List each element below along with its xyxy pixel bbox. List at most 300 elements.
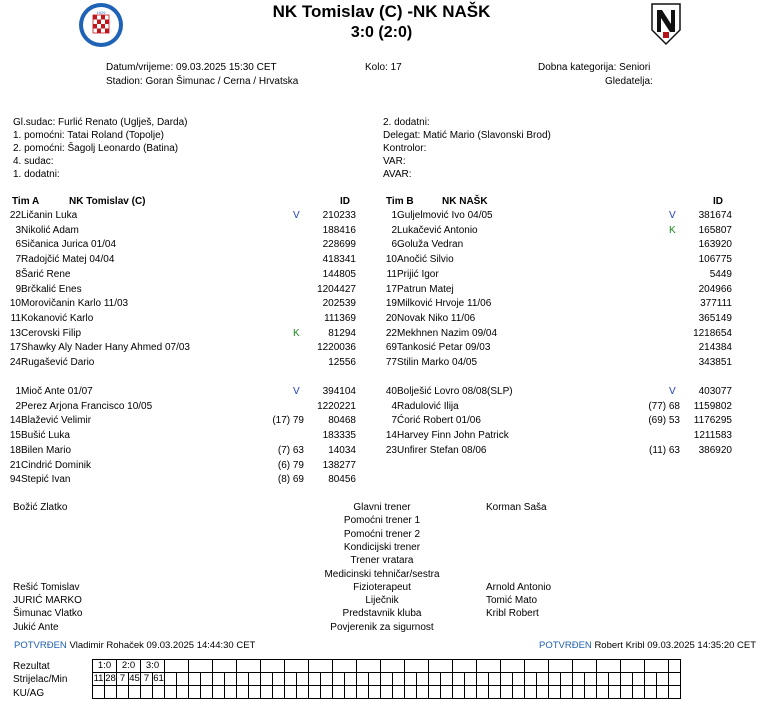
ku-ag-cell xyxy=(261,686,273,699)
player-number: 4 xyxy=(391,400,397,412)
player-name: Radojčić Matej 04/04 xyxy=(21,254,115,266)
ku-ag-cell xyxy=(609,686,621,699)
player-name: Rugašević Dario xyxy=(21,357,95,368)
ku-ag-cell xyxy=(573,686,585,699)
team-a-name: NK Tomislav (C) xyxy=(69,196,146,207)
official-line: Kontrolor: xyxy=(383,143,427,154)
player-id: 1159802 xyxy=(693,400,732,412)
player-id: 202539 xyxy=(322,298,356,310)
ku-ag-cell xyxy=(657,686,669,699)
scorer-cell xyxy=(633,673,645,686)
player-id: 144805 xyxy=(322,268,356,280)
ku-ag-cell xyxy=(357,686,369,699)
score-cell xyxy=(621,660,645,673)
substitution-info: (77) 68 xyxy=(648,400,680,412)
player-id: 183335 xyxy=(322,430,356,442)
ku-ag-cell xyxy=(345,686,357,699)
scorer-cell xyxy=(573,673,585,686)
player-row xyxy=(0,414,370,428)
score-cell xyxy=(165,660,189,673)
ku-ag-cell xyxy=(441,686,453,699)
ku-ag-cell xyxy=(225,686,237,699)
substitution-info: (69) 53 xyxy=(648,415,680,427)
player-id: 1218654 xyxy=(693,327,732,339)
player-number: 8 xyxy=(15,268,21,280)
scorer-cell xyxy=(657,673,669,686)
ku-ag-cell xyxy=(105,686,117,699)
player-id: 5449 xyxy=(709,268,732,280)
team-b-label: Tim B xyxy=(386,196,414,207)
player-name: Bilen Mario xyxy=(21,444,72,456)
player-number: 20 xyxy=(385,312,397,324)
score-cell xyxy=(597,660,621,673)
player-name: Shawky Aly Nader Hany Ahmed 07/03 xyxy=(21,342,190,354)
player-name: Anočić Silvio xyxy=(397,254,454,266)
ku-ag-cell xyxy=(417,686,429,699)
player-row xyxy=(376,327,746,341)
staff-role: Povjerenik za sigurnost xyxy=(330,621,434,633)
scorer-cell xyxy=(381,673,393,686)
ku-ag-cell xyxy=(405,686,417,699)
substitution-info: (6) 79 xyxy=(277,459,304,471)
player-row xyxy=(376,283,746,297)
scorer-cell xyxy=(645,673,657,686)
ku-ag-cell xyxy=(309,686,321,699)
scorer-cell xyxy=(465,673,477,686)
staff-role: Glavni trener xyxy=(353,502,411,513)
player-name: Stilin Marko 04/05 xyxy=(397,357,478,368)
scorer-cell xyxy=(177,673,189,686)
scorer-cell xyxy=(501,673,513,686)
player-row xyxy=(376,209,746,223)
player-id: 1176295 xyxy=(693,415,732,427)
player-number: 3 xyxy=(15,224,21,236)
player-row xyxy=(376,253,746,267)
player-row xyxy=(0,356,370,370)
scorer-cell xyxy=(417,673,429,686)
official-line: 2. dodatni: xyxy=(383,117,430,128)
team-a-staff: Rešić Tomislav xyxy=(13,581,80,593)
ku-ag-cell xyxy=(393,686,405,699)
confirmed-text: Vladimir Rohaček 09.03.2025 14:44:30 CET xyxy=(69,640,256,651)
ku-ag-cell xyxy=(453,686,465,699)
player-name: Perez Arjona Francisco 10/05 xyxy=(21,400,153,412)
ku-ag-cell xyxy=(597,686,609,699)
player-id: 1220221 xyxy=(317,400,356,412)
player-name: Cindrić Dominik xyxy=(21,459,92,471)
score-cell xyxy=(189,660,213,673)
scorer-cell xyxy=(429,673,441,686)
scorer-cell: 7 xyxy=(141,673,153,686)
player-number: 24 xyxy=(9,357,21,368)
result-row xyxy=(93,660,681,673)
player-name: Ćorić Robert 01/06 xyxy=(397,415,481,427)
score-cell xyxy=(357,660,381,673)
player-name: Patrun Matej xyxy=(397,283,454,295)
ku-ag-cell xyxy=(669,686,681,699)
player-name: Tankosić Petar 09/03 xyxy=(397,342,491,354)
ku-ag-cell xyxy=(189,686,201,699)
scorer-cell xyxy=(237,673,249,686)
player-row xyxy=(0,444,370,458)
score-cell: 2:0 xyxy=(117,660,141,673)
scorer-cell xyxy=(165,673,177,686)
ku-ag-cell xyxy=(141,686,153,699)
scorer-cell: 61 xyxy=(153,673,164,684)
staff-role: Kondicijski trener xyxy=(343,541,421,553)
goalkeeper-mark: V xyxy=(669,210,676,221)
team-b-id-header: ID xyxy=(713,196,723,207)
ku-ag-cell xyxy=(213,686,225,699)
goalkeeper-mark: V xyxy=(293,210,300,221)
official-line: AVAR: xyxy=(383,169,412,180)
player-number: 1 xyxy=(15,386,21,397)
player-number: 11 xyxy=(10,312,21,324)
player-row xyxy=(376,341,746,355)
result-row xyxy=(93,686,681,699)
ku-ag-cell xyxy=(621,686,633,699)
scorer-cell xyxy=(405,673,417,686)
player-row xyxy=(0,224,370,238)
player-id: 81294 xyxy=(328,327,356,339)
match-score: 3:0 (2:0) xyxy=(350,24,413,41)
player-number: 11 xyxy=(386,268,397,280)
player-number: 6 xyxy=(15,239,21,251)
player-id: 14034 xyxy=(328,444,356,456)
score-cell xyxy=(501,660,525,673)
confirmed-text: Robert Kribl 09.03.2025 14:35:20 CET xyxy=(594,640,757,651)
ku-ag-cell xyxy=(129,686,141,699)
player-id: 394104 xyxy=(322,386,356,397)
result-label: Rezultat xyxy=(13,661,50,672)
score-cell xyxy=(477,660,501,673)
player-row xyxy=(376,400,746,414)
scorer-cell xyxy=(321,673,333,686)
player-name: Šarić Rene xyxy=(21,268,71,280)
player-row xyxy=(376,414,746,428)
scorer-cell xyxy=(561,673,573,686)
team-a-id-header: ID xyxy=(340,196,350,207)
score-cell xyxy=(309,660,333,673)
player-id: 381674 xyxy=(698,210,732,221)
scorer-cell xyxy=(369,673,381,686)
substitution-info: (11) 63 xyxy=(649,444,680,456)
score-cell xyxy=(549,660,573,673)
player-name: Morovičanin Karlo 11/03 xyxy=(21,298,129,310)
goalkeeper-mark: V xyxy=(293,386,300,397)
score-cell xyxy=(285,660,309,673)
team-a-staff: Šimunac Vlatko xyxy=(13,608,83,620)
official-line: VAR: xyxy=(383,156,406,167)
score-cell xyxy=(381,660,405,673)
match-datetime: Datum/vrijeme: 09.03.2025 15:30 CET xyxy=(106,62,277,73)
player-number: 19 xyxy=(385,298,397,310)
player-id: 138277 xyxy=(322,459,356,471)
player-row xyxy=(376,238,746,252)
player-row xyxy=(376,444,746,458)
scorer-cell: 28 xyxy=(105,673,116,684)
svg-text:1929: 1929 xyxy=(96,10,106,15)
player-number: 14 xyxy=(385,430,397,442)
scorer-cell xyxy=(249,673,261,686)
team-a-staff: Jukić Ante xyxy=(13,621,59,633)
score-cell xyxy=(525,660,549,673)
ku-ag-cell xyxy=(549,686,561,699)
staff-role: Fizioterapeut xyxy=(353,581,411,593)
player-name: Brčkalić Enes xyxy=(21,283,82,295)
player-id: 188416 xyxy=(322,224,356,236)
scorer-cell xyxy=(585,673,597,686)
player-number: 40 xyxy=(385,386,397,397)
player-id: 228699 xyxy=(322,239,356,251)
scorer-cell xyxy=(333,673,345,686)
substitution-info: (17) 79 xyxy=(272,415,304,427)
age-category: Dobna kategorija: Seniori xyxy=(538,62,651,73)
official-line: 1. pomoćni: Tatai Roland (Topolje) xyxy=(13,130,165,141)
scorer-cell xyxy=(669,673,681,686)
player-id: 1204427 xyxy=(317,283,356,295)
ku-ag-cell xyxy=(297,686,309,699)
player-number: 21 xyxy=(9,459,21,471)
staff-role: Pomoćni trener 2 xyxy=(343,528,421,540)
player-number: 10 xyxy=(385,254,397,266)
player-id: 12556 xyxy=(328,357,356,368)
scorer-cell xyxy=(597,673,609,686)
scorer-cell xyxy=(609,673,621,686)
ku-ag-cell xyxy=(237,686,249,699)
ku-ag-cell xyxy=(321,686,333,699)
team-b-staff: Arnold Antonio xyxy=(486,581,552,593)
match-stadium: Stadion: Goran Šimunac / Cerna / Hrvatska xyxy=(106,76,299,87)
ku-ag-cell xyxy=(165,686,177,699)
player-row xyxy=(0,297,370,311)
captain-mark: K xyxy=(669,224,676,236)
player-name: Radulović Ilija xyxy=(397,400,459,412)
player-id: 106775 xyxy=(698,254,732,266)
scorer-cell xyxy=(285,673,297,686)
score-cell: 3:0 xyxy=(141,660,165,673)
scorer-cell: 45 xyxy=(129,673,140,684)
player-name: Goluža Vedran xyxy=(397,239,464,251)
official-line: Delegat: Matić Mario (Slavonski Brod) xyxy=(383,130,551,141)
player-number: 13 xyxy=(9,327,21,339)
player-row xyxy=(376,224,746,238)
player-id: 403077 xyxy=(698,386,732,397)
player-name: Bolješić Lovro 08/08(SLP) xyxy=(397,386,513,397)
player-row xyxy=(376,297,746,311)
player-number: 7 xyxy=(391,415,397,427)
ku-ag-cell xyxy=(273,686,285,699)
scorer-cell xyxy=(477,673,489,686)
ku-ag-cell xyxy=(201,686,213,699)
scorer-cell xyxy=(537,673,549,686)
player-number: 18 xyxy=(9,444,21,456)
player-id: 214384 xyxy=(698,342,732,354)
player-row xyxy=(0,209,370,223)
player-number: 17 xyxy=(9,342,21,354)
ku-ag-cell xyxy=(117,686,129,699)
scorer-cell xyxy=(453,673,465,686)
score-cell xyxy=(645,660,669,673)
player-number: 22 xyxy=(9,210,21,221)
team-b-staff: Tomić Mato xyxy=(486,595,538,607)
goalkeeper-mark: V xyxy=(669,386,676,397)
player-name: Nikolić Adam xyxy=(21,224,79,236)
team-a-label: Tim A xyxy=(12,196,40,207)
scorer-cell xyxy=(201,673,213,686)
team-a-confirmation xyxy=(14,640,255,651)
ku-ag-cell xyxy=(465,686,477,699)
ku-ag-cell xyxy=(537,686,549,699)
player-name: Lukačević Antonio xyxy=(397,224,478,236)
scorer-cell xyxy=(393,673,405,686)
scorer-cell xyxy=(213,673,225,686)
confirmed-label: POTVRĐEN xyxy=(14,640,67,651)
team-a-head-coach: Božić Zlatko xyxy=(13,502,68,513)
ku-ag-cell xyxy=(153,686,165,699)
scorer-cell xyxy=(621,673,633,686)
scorer-cell xyxy=(261,673,273,686)
player-name: Sičanica Jurica 01/04 xyxy=(21,239,117,251)
player-row xyxy=(0,238,370,252)
team-b-head-coach: Korman Saša xyxy=(486,502,547,513)
ku-ag-cell xyxy=(645,686,657,699)
player-row xyxy=(376,429,746,443)
player-row xyxy=(0,312,370,326)
confirmed-label: POTVRĐEN xyxy=(539,640,592,651)
scorer-cell: 11 xyxy=(93,673,104,684)
player-name: Cerovski Filip xyxy=(21,327,82,339)
player-name: Bušić Luka xyxy=(21,430,70,442)
ku-ag-label: KU/AG xyxy=(13,688,45,699)
ku-ag-cell xyxy=(177,686,189,699)
player-name: Harvey Finn John Patrick xyxy=(397,430,509,442)
player-row xyxy=(0,429,370,443)
player-row xyxy=(376,268,746,282)
player-name: Ličanin Luka xyxy=(21,210,78,221)
player-number: 23 xyxy=(385,444,397,456)
player-number: 22 xyxy=(385,327,397,339)
player-row xyxy=(0,385,370,399)
player-id: 163920 xyxy=(698,239,732,251)
captain-mark: K xyxy=(293,327,300,339)
score-cell: 1:0 xyxy=(93,660,117,673)
player-id: 80468 xyxy=(328,415,356,427)
scorer-cell xyxy=(357,673,369,686)
result-row xyxy=(93,673,681,686)
staff-role: Liječnik xyxy=(365,595,399,607)
result-table xyxy=(92,659,681,699)
scorer-cell xyxy=(441,673,453,686)
ku-ag-cell xyxy=(489,686,501,699)
staff-role: Medicinski tehničar/sestra xyxy=(324,568,440,580)
official-line: 2. pomoćni: Šagolj Leonardo (Batina) xyxy=(13,143,179,154)
official-line: 1. dodatni: xyxy=(13,169,60,180)
player-name: Mioč Ante 01/07 xyxy=(21,386,93,397)
staff-role: Predstavnik kluba xyxy=(342,608,422,620)
ku-ag-cell xyxy=(249,686,261,699)
player-id: 204966 xyxy=(698,283,732,295)
player-number: 1 xyxy=(391,210,397,221)
scorer-cell xyxy=(525,673,537,686)
scorer-cell xyxy=(297,673,309,686)
scorer-cell xyxy=(189,673,201,686)
player-id: 377111 xyxy=(700,298,732,310)
player-name: Mekhnen Nazim 09/04 xyxy=(397,327,498,339)
substitution-info: (7) 63 xyxy=(277,444,304,456)
player-number: 94 xyxy=(9,474,21,486)
spectators: Gledatelja: xyxy=(605,76,653,87)
player-name: Kokanović Karlo xyxy=(21,312,94,324)
player-name: Blažević Velimir xyxy=(21,415,92,427)
player-row xyxy=(0,473,370,487)
ku-ag-cell xyxy=(501,686,513,699)
official-line: Gl.sudac: Furlić Renato (Uglješ, Darda) xyxy=(13,117,188,128)
score-cell xyxy=(213,660,237,673)
ku-ag-cell xyxy=(333,686,345,699)
player-row xyxy=(0,459,370,473)
player-id: 80456 xyxy=(328,474,356,486)
player-row xyxy=(376,356,746,370)
official-line: 4. sudac: xyxy=(13,156,54,167)
player-id: 111369 xyxy=(324,312,356,324)
score-cell xyxy=(573,660,597,673)
score-cell xyxy=(405,660,429,673)
player-name: Prijić Igor xyxy=(397,268,439,280)
score-cell xyxy=(261,660,285,673)
team-a-staff: JURIĆ MARKO xyxy=(13,595,82,607)
team-b-name: NK NAŠK xyxy=(442,196,488,207)
player-row xyxy=(0,327,370,341)
player-number: 7 xyxy=(15,254,21,266)
ku-ag-cell xyxy=(633,686,645,699)
scorer-cell xyxy=(489,673,501,686)
match-round: Kolo: 17 xyxy=(365,62,402,73)
player-name: Guljelmović Ivo 04/05 xyxy=(397,210,493,221)
ku-ag-cell xyxy=(429,686,441,699)
player-name: Milković Hrvoje 11/06 xyxy=(397,298,492,310)
player-number: 15 xyxy=(9,430,21,442)
player-number: 2 xyxy=(391,224,397,236)
staff-role: Trener vratara xyxy=(350,555,414,567)
scorer-cell xyxy=(513,673,525,686)
scorer-cell xyxy=(549,673,561,686)
player-number: 17 xyxy=(385,283,397,295)
player-id: 165807 xyxy=(698,224,732,236)
substitution-info: (8) 69 xyxy=(277,474,304,486)
player-id: 386920 xyxy=(698,444,732,456)
player-name: Unfirer Stefan 08/06 xyxy=(397,444,487,456)
ku-ag-cell xyxy=(585,686,597,699)
scorer-label: Strijelac/Min xyxy=(13,674,68,685)
player-id: 1220036 xyxy=(317,342,356,354)
scorer-cell xyxy=(273,673,285,686)
player-id: 343851 xyxy=(698,357,732,368)
player-number: 14 xyxy=(9,415,21,427)
player-number: 69 xyxy=(385,342,397,354)
team-b-confirmation xyxy=(539,640,756,651)
score-cell xyxy=(333,660,357,673)
player-number: 6 xyxy=(391,239,397,251)
ku-ag-cell xyxy=(93,686,105,699)
ku-ag-cell xyxy=(525,686,537,699)
ku-ag-cell xyxy=(513,686,525,699)
player-id: 418341 xyxy=(322,254,356,266)
team-b-staff: Kribl Robert xyxy=(486,608,539,620)
ku-ag-cell xyxy=(381,686,393,699)
score-cell xyxy=(237,660,261,673)
player-id: 210233 xyxy=(322,210,356,221)
